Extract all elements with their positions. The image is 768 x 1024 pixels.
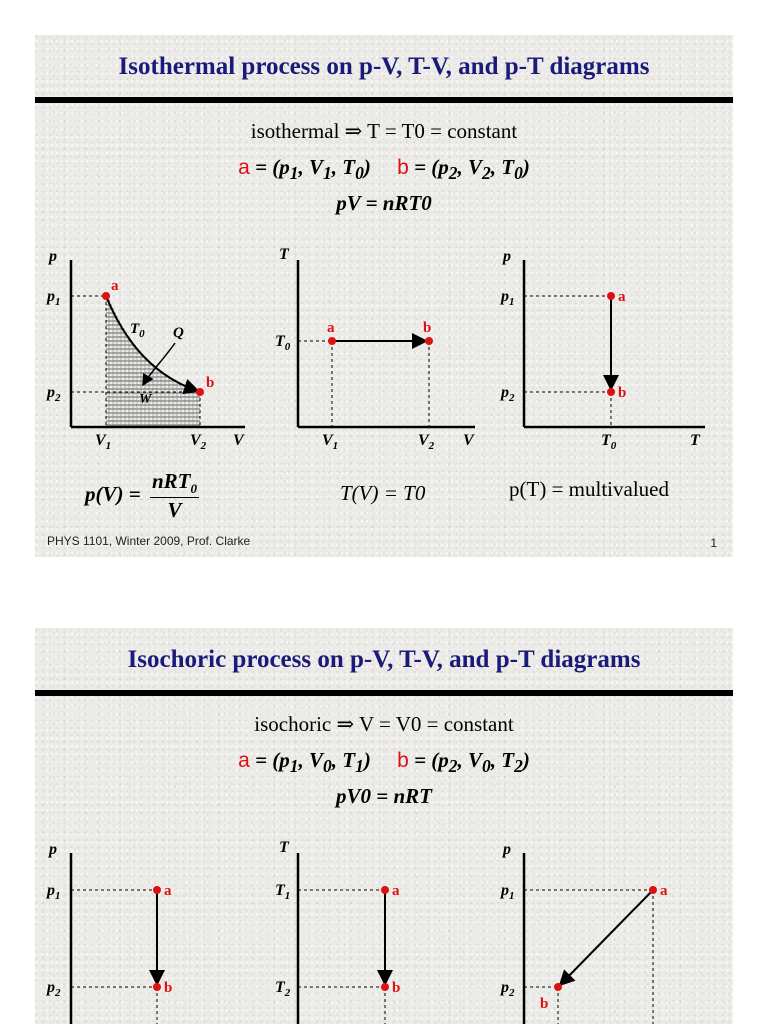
b-label: b <box>206 375 215 391</box>
state-a-marker <box>328 337 336 345</box>
tv-diagram <box>275 246 475 452</box>
slide-isothermal <box>35 35 733 557</box>
p2-label: $p_2$ <box>501 979 515 999</box>
pt-diagram <box>499 248 705 452</box>
tv-diagram <box>275 839 400 1024</box>
v1-label: $V_1$ <box>95 432 112 452</box>
b-label: b <box>164 980 173 996</box>
definition-line: isochoric ⇒ V = V0 = constant <box>254 712 514 736</box>
pt-equation: p(T) = multivalued <box>509 477 669 501</box>
a-label: a <box>164 883 172 899</box>
p2-label: $p_2$ <box>47 979 61 999</box>
state-b-marker <box>381 983 389 991</box>
p2-label: $p_2$ <box>501 384 515 404</box>
a-label: a <box>618 289 626 305</box>
p1-label: $p_1$ <box>501 288 515 308</box>
b-label: b <box>392 980 401 996</box>
v-axis-label: V <box>463 432 474 449</box>
t0-label: $T_0$ <box>275 333 291 353</box>
t-axis-label: T <box>279 839 289 856</box>
definition-line: isothermal ⇒ T = T0 = constant <box>250 119 518 143</box>
work-area <box>106 291 200 427</box>
v2-label: $V_2$ <box>418 432 435 452</box>
w-label: W <box>139 392 152 407</box>
page-number: 1 <box>710 536 717 550</box>
state-b-marker <box>196 388 204 396</box>
state-a-marker <box>381 886 389 894</box>
pv-diagram <box>45 248 245 452</box>
pt-diagram <box>499 841 668 1024</box>
state-b-marker <box>425 337 433 345</box>
b-label: b <box>423 320 432 336</box>
states-line: $a = (p_1$, $V_1$, $T_0$) $b = (p_2$, $V_2$, $T_0$) <box>238 155 530 184</box>
slide-title: Isothermal process on p-V, T-V, and p-T diagrams <box>118 53 650 80</box>
v1-label: $V_1$ <box>322 432 339 452</box>
state-a-marker <box>153 886 161 894</box>
slide-isochoric <box>35 628 733 1024</box>
b-label: b <box>540 996 549 1012</box>
slide-title: Isochoric process on p-V, T-V, and p-T diagrams <box>127 646 641 673</box>
t0-label: $T_0$ <box>601 432 617 452</box>
v2-label: $V_2$ <box>190 432 207 452</box>
process-arrow <box>560 890 653 985</box>
t1-label: $T_1$ <box>275 882 291 902</box>
p-axis-label: p <box>503 841 511 858</box>
ideal-gas-law: pV = nRT0 <box>336 191 432 215</box>
t0-curve-label: $T_0$ <box>130 321 145 340</box>
p1-label: $p_1$ <box>47 882 61 902</box>
p1-label: $p_1$ <box>47 288 61 308</box>
state-b-marker <box>554 983 562 991</box>
pv-equation: p(V) = $\frac{nRT_0}{V}$ <box>85 469 197 523</box>
t-axis-label: T <box>690 432 700 449</box>
v-axis-label: V <box>233 432 244 449</box>
isochoric-diagrams <box>35 628 733 1024</box>
a-label: a <box>392 883 400 899</box>
a-label: a <box>327 320 335 336</box>
pv-diagram <box>45 841 172 1024</box>
p-axis-label: p <box>49 248 57 265</box>
state-a-marker <box>649 886 657 894</box>
ideal-gas-law: pV0 = nRT <box>336 784 432 808</box>
state-b-marker <box>153 983 161 991</box>
t-axis-label: T <box>279 246 289 263</box>
a-label: a <box>111 278 119 294</box>
tv-equation: T(V) = T0 <box>340 481 426 505</box>
p2-label: $p_2$ <box>47 384 61 404</box>
p-axis-label: p <box>49 841 57 858</box>
b-label: b <box>618 385 627 401</box>
states-line: $a = (p_1$, $V_0$, $T_1$) $b = (p_2$, $V_0$, $T_2$) <box>238 748 530 777</box>
footer-course: PHYS 1101, Winter 2009, Prof. Clarke <box>47 534 251 548</box>
state-a-marker <box>102 292 110 300</box>
p1-label: $p_1$ <box>501 882 515 902</box>
q-label: Q <box>173 325 184 341</box>
t2-label: $T_2$ <box>275 979 291 999</box>
p-axis-label: p <box>503 248 511 265</box>
a-label: a <box>660 883 668 899</box>
state-a-marker <box>607 292 615 300</box>
state-b-marker <box>607 388 615 396</box>
